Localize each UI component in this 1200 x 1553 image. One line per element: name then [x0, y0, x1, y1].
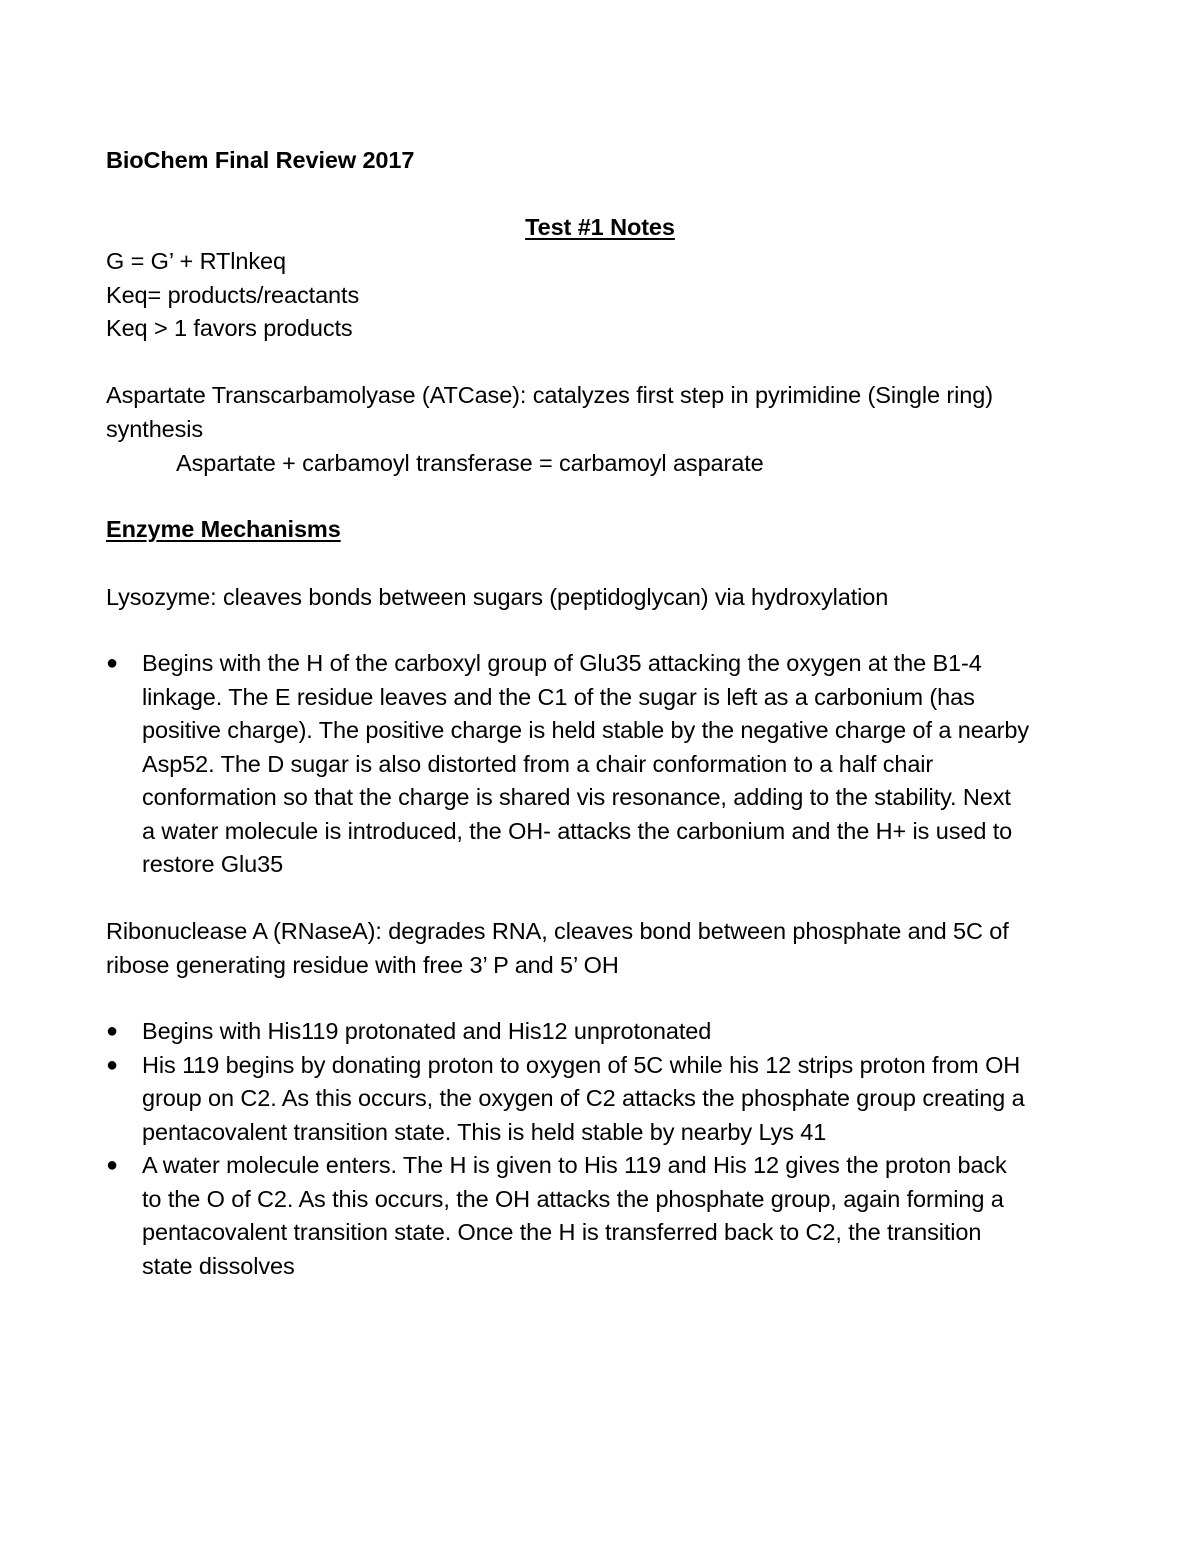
equation-keq-favors: Keq > 1 favors products: [106, 315, 353, 341]
bullet-line: positive charge). The positive charge is held stable by the negative charge of a nearby: [142, 717, 1030, 743]
bullet-line: group on C2. As this occurs, the oxygen of C2 attacks the phosphate group creating a: [142, 1085, 1025, 1111]
bullet-icon: ●: [106, 652, 118, 674]
atcase-reaction: Aspartate + carbamoyl transferase = carbamoyl asparate: [176, 450, 764, 476]
bullet-line: Begins with His119 protonated and His12 unprotonated: [142, 1018, 712, 1044]
bullet-line: pentacovalent transition state. Once the H is transferred back to C2, the transition: [142, 1219, 982, 1245]
list-item: [106, 1015, 1106, 1049]
bullet-line: state dissolves: [142, 1252, 295, 1279]
rnase-bullet-list: [106, 1015, 1106, 1283]
atcase-definition-line1: Aspartate Transcarbamolyase (ATCase): catalyzes first step in pyrimidine (Single ring): [106, 382, 993, 408]
atcase-definition-line2: synthesis: [106, 416, 204, 442]
lysozyme-bullet-list: [106, 647, 1106, 882]
bullet-line: conformation so that the charge is shared vis resonance, adding to the stability. Next: [142, 784, 1011, 810]
document-title: BioChem Final Review 2017: [106, 147, 415, 173]
bullet-line: pentacovalent transition state. This is held stable by nearby Lys 41: [142, 1118, 827, 1145]
list-item: [106, 1049, 1106, 1150]
rnase-intro-line1: Ribonuclease A (RNaseA): degrades RNA, cleaves bond between phosphate and 5C of: [106, 918, 1009, 944]
rnase-intro-line2: ribose generating residue with free 3’ P and 5’ OH: [106, 952, 619, 978]
bullet-line: a water molecule is introduced, the OH- attacks the carbonium and the H+ is used to: [142, 817, 1013, 844]
bullet-line: to the O of C2. As this occurs, the OH attacks the phosphate group, again forming a: [142, 1185, 1004, 1212]
list-item: [106, 1149, 1106, 1283]
bullet-icon: ●: [106, 1020, 118, 1042]
equation-gibbs: G = G’ + RTlnkeq: [106, 248, 286, 274]
lysozyme-intro: Lysozyme: cleaves bonds between sugars (peptidoglycan) via hydroxylation: [106, 584, 889, 610]
list-item: [106, 647, 1106, 882]
bullet-line: linkage. The E residue leaves and the C1 of the sugar is left as a carbonium (has: [142, 683, 975, 710]
bullet-line: restore Glu35: [142, 851, 284, 877]
bullet-icon: ●: [106, 1154, 118, 1176]
section-heading: Test #1 Notes: [525, 214, 675, 240]
enzyme-mechanisms-heading: Enzyme Mechanisms: [106, 516, 341, 542]
bullet-line: A water molecule enters. The H is given to His 119 and His 12 gives the proton back: [142, 1152, 1007, 1178]
bullet-line: Asp52. The D sugar is also distorted from a chair conformation to a half chair: [142, 750, 934, 777]
equation-keq: Keq= products/reactants: [106, 282, 360, 308]
bullet-line: Begins with the H of the carboxyl group of Glu35 attacking the oxygen at the B1-4: [142, 650, 982, 676]
bullet-icon: ●: [106, 1053, 118, 1076]
bullet-line: His 119 begins by donating proton to oxygen of 5C while his 12 strips proton from OH: [142, 1051, 1021, 1078]
